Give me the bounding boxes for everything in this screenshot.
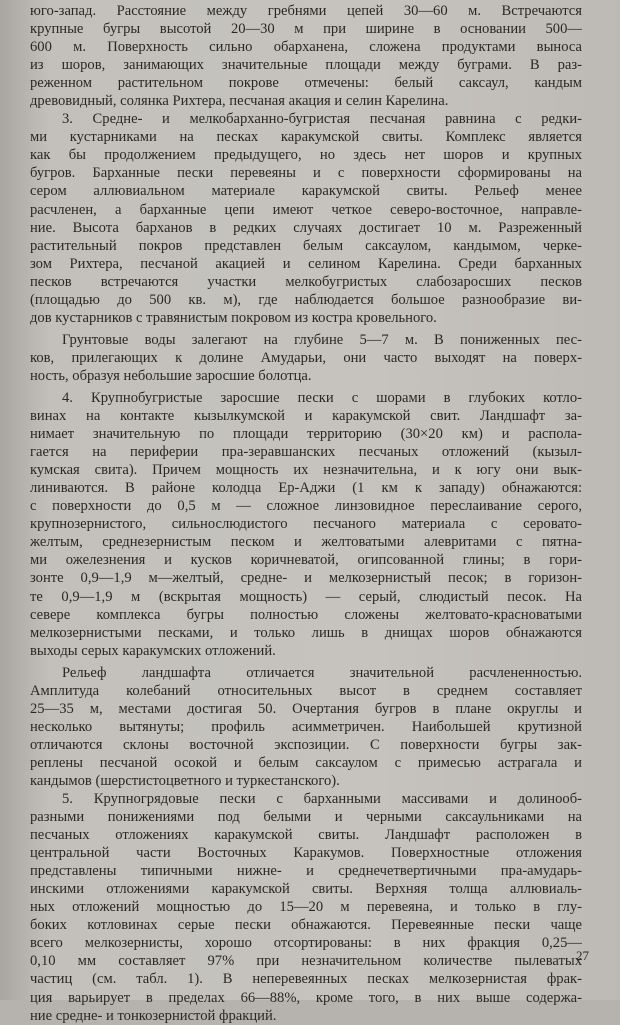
text-line: мелкозернистыми песками, и только лишь в днищах шоров обнажаются (30, 624, 582, 641)
text-line: центральной части Восточных Каракумов. Поверхностные отложения (30, 845, 582, 862)
text-line: кумская свита). Причем мощность их незначительна, и к югу они вык- (30, 462, 582, 479)
text-line: песков встречаются участки мелкобугристых слабозаросших песков (30, 273, 582, 290)
text-line: крупные бугры высотой 20—30 м при ширине в основании 500— (30, 21, 582, 38)
text-line: разными понижениями под белыми и черными саксаульниками на (30, 809, 582, 826)
page-number: 27 (576, 948, 589, 963)
text-line: представлены типичными нижне- и среднечетвертичными пра-амударь- (30, 863, 582, 880)
text-line: ция варьирует в пределах 66—88%, кроме того, в них выше содержа- (30, 989, 582, 1006)
text-line: дов кустарников с травянистым покровом из костра кровельного. (30, 309, 437, 326)
text-line: выходы серых каракумских отложений. (30, 642, 276, 659)
text-line: гается на периферии пра-зеравшанских песчаных отложений (кызыл- (30, 444, 582, 461)
body-text (30, 2, 582, 1025)
text-line: 5. Крупногрядовые пески с барханными массивами и долинооб- (62, 791, 582, 808)
text-line: 4. Крупнобугристые заросшие пески с шорами в глубоких котло- (62, 389, 582, 406)
text-line: ние средне- и тонкозернистой фракций. (30, 1007, 277, 1024)
text-line: севере комплекса бугры полностью сложены желтовато-красноватыми (30, 606, 582, 623)
text-line: бугров. Барханные пески перевеяны и с поверхности сформированы на (30, 165, 582, 182)
text-line: из шоров, занимающих значительные площади между буграми. В раз- (30, 57, 582, 74)
text-line: частиц (см. табл. 1). В неперевеянных песках мелкозернистая фрак- (30, 971, 582, 988)
text-line: Амплитуда колебаний относительных высот в среднем составляет (30, 682, 582, 699)
text-line: крупнозернистого, сильнослюдистого песчаного материала с серовато- (30, 516, 582, 533)
text-line: нимает значительную по площади территорию (30×20 км) и распола- (30, 426, 582, 443)
text-line: древовидный, солянка Рихтера, песчаная акация и селин Карелина. (30, 93, 449, 110)
text-line: те 0,9—1,9 м (вскрытая мощность) — серый, слюдистый песок. На (30, 588, 582, 605)
text-line: Рельеф ландшафта отличается значительной расчлененностью. (62, 664, 582, 681)
text-line: ми кустарниками на песках каракумской свиты. Комплекс является (30, 129, 582, 146)
text-line: ние. Высота барханов в редких случаях достигает 10 м. Разреженный (30, 219, 582, 236)
text-line: ков, прилегающих к долине Амударьи, они часто выходят на поверх- (30, 349, 582, 366)
text-line: Грунтовые воды залегают на глубине 5—7 м. В пониженных пес- (62, 331, 582, 348)
text-line: 25—35 м, местами достигая 50. Очертания бугров в плане округлы и (30, 700, 582, 717)
text-line: реплены песчаной осокой и белым саксаулом с примесью астрагала и (30, 754, 582, 771)
text-line: ность, образуя небольшие заросшие болотца. (30, 367, 312, 384)
text-line: несколько вытянуты; профиль асимметричен. Наибольшей крутизной (30, 718, 582, 735)
text-line: 0,10 мм составляет 97% при незначительном количестве пылеватых (30, 953, 582, 970)
text-line: растительный покров представлен белым саксаулом, кандымом, черке- (30, 237, 582, 254)
text-line: 3. Средне- и мелкобарханно-бугристая песчаная равнина с редки- (62, 111, 582, 128)
text-line: зонте 0,9—1,9 м—желтый, средне- и мелкозернистый песок; в горизон- (30, 570, 582, 587)
text-line: 600 м. Поверхность сильно обарханена, сложена продуктами выноса (30, 39, 582, 56)
text-line: с поверхности до 0,5 м — сложное линзовидное переслаивание серого, (30, 498, 582, 515)
text-line: как бы продолжением предыдущего, но здесь нет шоров и крупных (30, 147, 582, 164)
text-line: ных отложений мощностью до 15—20 м перевеяна, и только в глу- (30, 899, 582, 916)
text-line: желтым, среднезернистым песком и желтоватыми алевритами с пятна- (30, 534, 582, 551)
text-line: расчленен, а барханные цепи имеют четкое северо-восточное, направле- (30, 201, 582, 218)
text-line: винах на контакте кызылкумской и каракумской свит. Ландшафт за- (30, 408, 582, 425)
text-line: кандымов (шерстистоцветного и туркестанского). (30, 772, 340, 789)
text-line: отличаются склоны восточной экспозиции. С поверхности бугры зак- (30, 736, 582, 753)
text-line: зом Рихтера, песчаной акацией и селином Карелина. Среди барханных (30, 255, 582, 272)
text-line: всего мелкозернисты, хорошо отсортированы: в них фракция 0,25— (30, 935, 582, 952)
text-line: линиваются. В районе колодца Ер-Аджи (1 км к западу) обнажаются: (30, 480, 582, 497)
text-line: (площадью до 500 кв. м), где наблюдается большое разнообразие ви- (30, 291, 582, 308)
text-line: песчаных отложениях каракумской свиты. Ландшафт расположен в (30, 827, 582, 844)
text-line: реженном растительном покрове отмечены: белый саксаул, кандым (30, 75, 582, 92)
text-line: боких котловинах серые пески обнажаются. Перевеянные пески чаще (30, 917, 582, 934)
text-line: сером аллювиальном материале каракумской свиты. Рельеф менее (30, 183, 582, 200)
text-line: инскими отложениями каракумской свиты. Верхняя толща аллювиаль- (30, 881, 582, 898)
text-line: юго-запад. Расстояние между гребнями цепей 30—60 м. Встречаются (30, 3, 582, 19)
text-line: ми ожелезнения и кусков коричневатой, огипсованной глины; в гори- (30, 552, 582, 569)
